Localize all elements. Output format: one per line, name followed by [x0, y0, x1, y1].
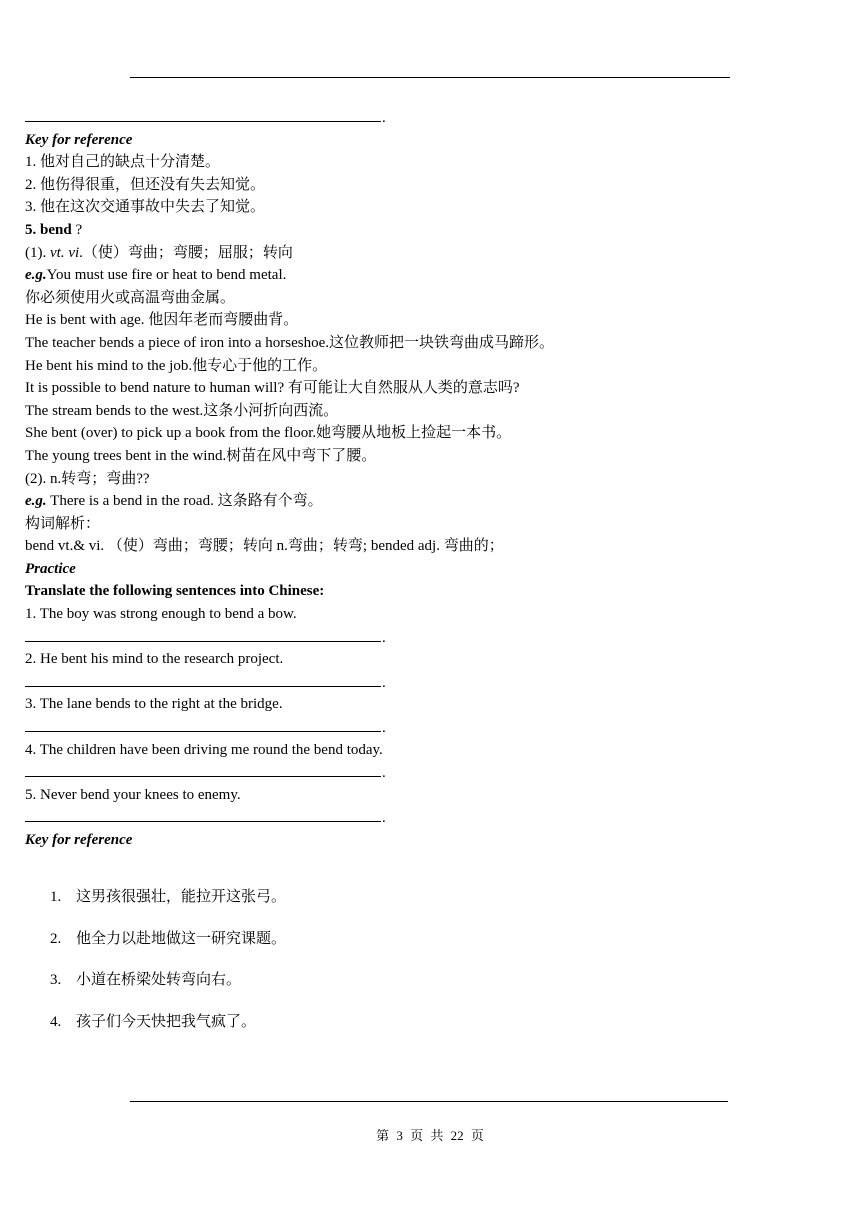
- practice-instruction: Translate the following sentences into Chinese:: [25, 583, 325, 600]
- sense-2: (2). n.转弯；弯曲??: [25, 470, 150, 487]
- key-heading: Key for reference: [25, 131, 133, 148]
- example-translation: 你必须使用火或高温弯曲金属。: [25, 289, 236, 306]
- practice-item: 1. The boy was strong enough to bend a bow.: [25, 606, 297, 623]
- header-rule: [130, 77, 730, 78]
- example-sentence: e.g. There is a bend in the road. 这条路有个弯。: [25, 493, 323, 510]
- formation-label: 构词解析：: [25, 515, 101, 532]
- key-item: 1. 他对自己的缺点十分清楚。: [25, 154, 221, 171]
- answer-blank: .: [25, 761, 845, 784]
- answer-blank: .: [25, 671, 845, 694]
- footer-rule: [130, 1101, 728, 1102]
- key-item: 3. 他在这次交通事故中失去了知觉。: [25, 199, 266, 216]
- answer-blank: .: [25, 716, 845, 739]
- formation-text: bend vt.& vi. （使）弯曲；弯腰；转向 n.弯曲；转弯; bended adj. 弯曲的；: [25, 538, 504, 555]
- page-number: 第 3 页 共 22 页: [376, 1128, 484, 1143]
- key-item: 2. 他伤得很重，但还没有失去知觉。: [25, 176, 266, 193]
- list-item: 3. 小道在桥梁处转弯向右。: [50, 972, 242, 988]
- answer-blank: .: [25, 106, 845, 129]
- practice-item: 3. The lane bends to the right at the bridge.: [25, 696, 283, 713]
- practice-item: 4. The children have been driving me round the bend today.: [25, 741, 383, 758]
- example-sentence: He bent his mind to the job.他专心于他的工作。: [25, 357, 328, 374]
- example-sentence: The young trees bent in the wind.树苗在风中弯下了腰。: [25, 447, 377, 464]
- key-heading: Key for reference: [25, 832, 133, 848]
- example-sentence: The stream bends to the west.这条小河折向西流。: [25, 402, 339, 419]
- practice-item: 5. Never bend your knees to enemy.: [25, 786, 241, 803]
- list-item: 2. 他全力以赴地做这一研究课题。: [50, 930, 287, 947]
- answer-blank: .: [25, 806, 845, 829]
- example-sentence: e.g.You must use fire or heat to bend metal.: [25, 267, 287, 284]
- example-sentence: The teacher bends a piece of iron into a horseshoe.这位教师把一块铁弯曲成马蹄形。: [25, 334, 555, 351]
- practice-item: 2. He bent his mind to the research project.: [25, 651, 284, 668]
- example-sentence: It is possible to bend nature to human will? 有可能让大自然服从人类的意志吗?: [25, 380, 520, 397]
- list-item: 1. 这男孩很强壮，能拉开这张弓。: [50, 889, 287, 905]
- answer-list: [50, 885, 286, 1051]
- practice-heading: Practice: [25, 560, 76, 577]
- word-heading: 5. bend ?: [25, 221, 83, 238]
- example-sentence: He is bent with age. 他因年老而弯腰曲背。: [25, 312, 299, 329]
- list-item: 4. 孩子们今天快把我气疯了。: [50, 1013, 257, 1030]
- document-body: [25, 106, 845, 852]
- answer-blank: .: [25, 626, 845, 649]
- sense-1: (1). vt. vi.（使）弯曲；弯腰；屈服；转向: [25, 244, 293, 261]
- example-sentence: She bent (over) to pick up a book from the floor.她弯腰从地板上捡起一本书。: [25, 425, 512, 442]
